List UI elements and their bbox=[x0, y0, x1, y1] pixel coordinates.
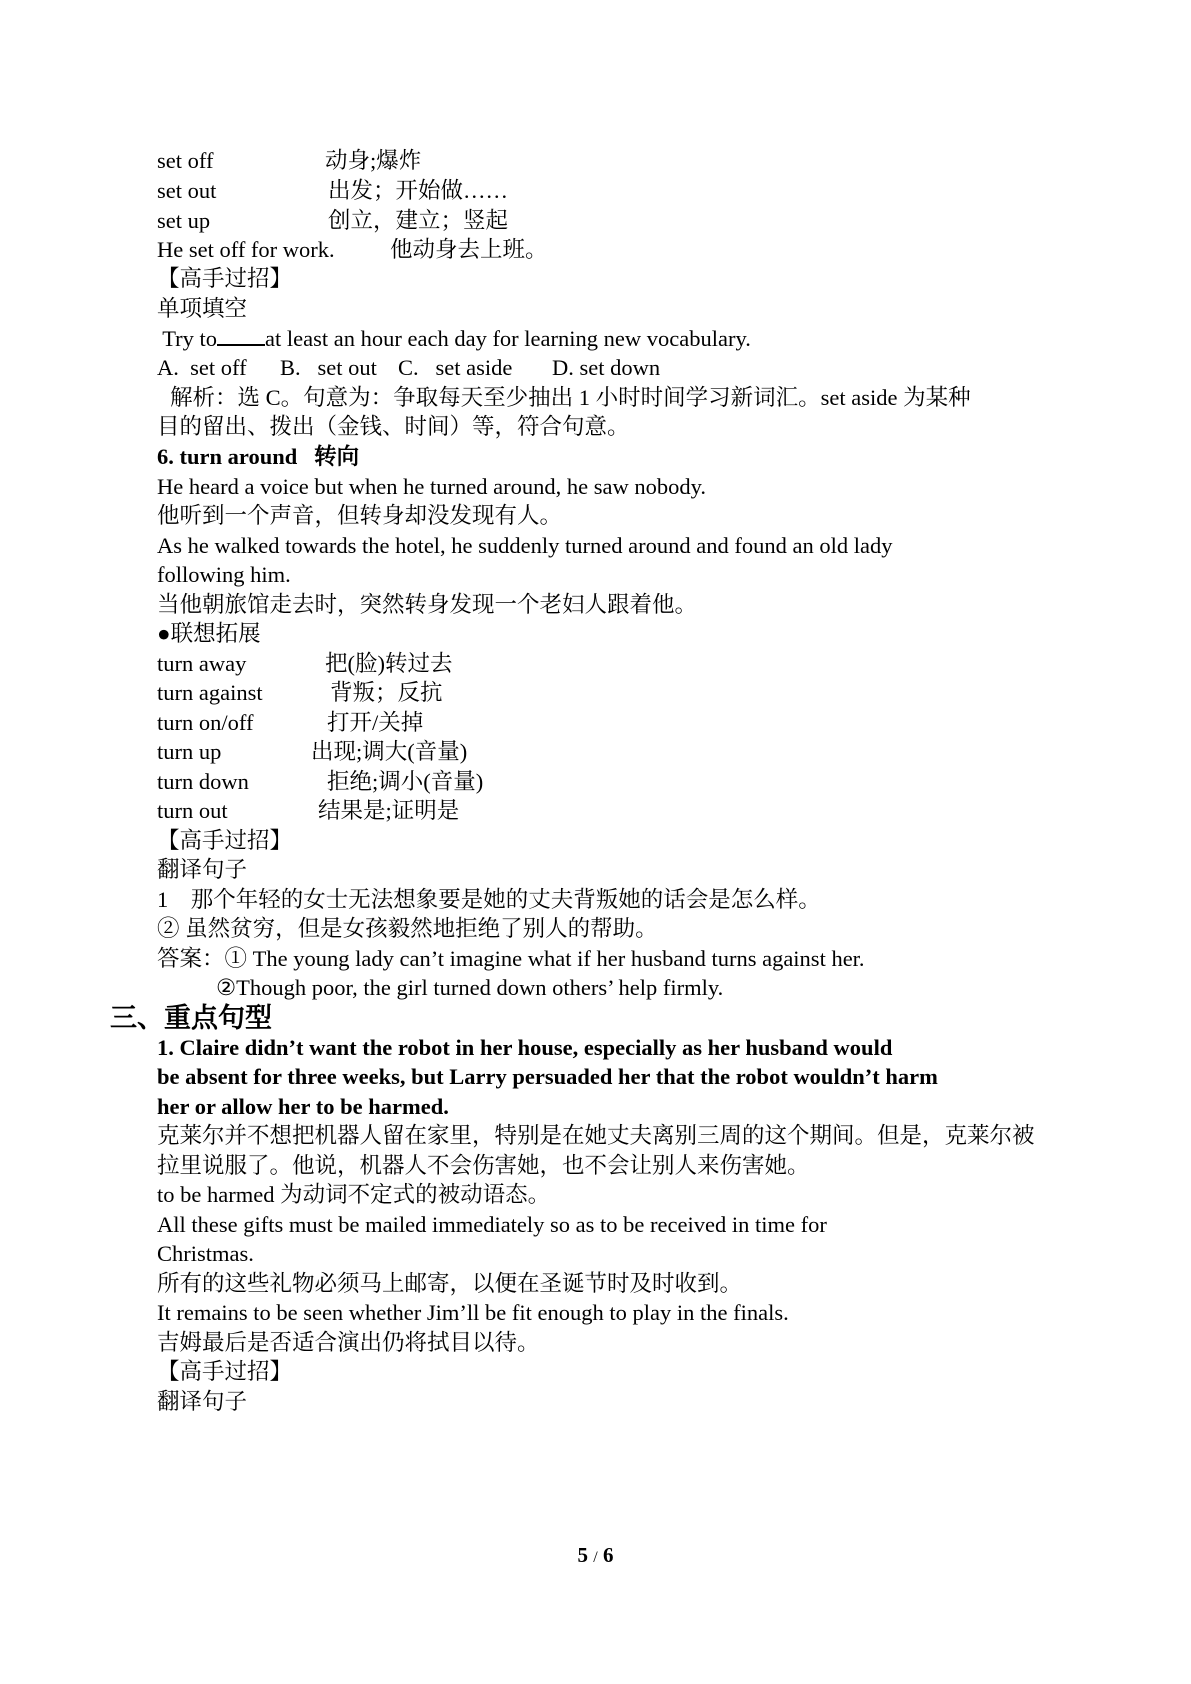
option-b: B. set out bbox=[280, 355, 377, 380]
key-sentence-zh: 拉里说服了。他说，机器人不会伤害她，也不会让别人来伤害她。 bbox=[157, 1153, 810, 1178]
phrase-definition: 出发；开始做…… bbox=[328, 178, 509, 203]
analysis-text: 解析：选 C。句意为：争取每天至少抽出 1 小时时间学习新词汇。set aside 为某种 bbox=[170, 385, 971, 410]
phrase-term: set off bbox=[157, 148, 214, 173]
answer-text: ②Though poor, the girl turned down others’ help firmly. bbox=[216, 975, 724, 1000]
phrase-term: turn up bbox=[157, 739, 222, 764]
answer-text: 答案：① The young lady can’t imagine what if her husband turns against her. bbox=[157, 946, 865, 971]
phrase-definition: 打开/关掉 bbox=[327, 710, 424, 735]
phrase-definition: 结果是;证明是 bbox=[318, 798, 460, 823]
question-suffix: at least an hour each day for learning new vocabulary. bbox=[265, 326, 751, 351]
phrase-definition: 动身;爆炸 bbox=[325, 148, 422, 173]
exercise-label: 【高手过招】 bbox=[157, 266, 293, 291]
exercise-type-label: 翻译句子 bbox=[157, 1389, 248, 1414]
phrase-term: turn on/off bbox=[157, 710, 254, 735]
analysis-text-cont: 目的留出、拨出（金钱、时间）等，符合句意。 bbox=[157, 414, 630, 439]
example-sentence-zh: 他动身去上班。 bbox=[390, 237, 548, 262]
key-sentence: be absent for three weeks, but Larry persuaded her that the robot wouldn’t harm bbox=[157, 1064, 938, 1089]
phrase-definition: 创立，建立；竖起 bbox=[328, 208, 509, 233]
key-sentence: her or allow her to be harmed. bbox=[157, 1094, 449, 1119]
phrase-term: turn against bbox=[157, 680, 263, 705]
translation-question: ② 虽然贫穷，但是女孩毅然地拒绝了别人的帮助。 bbox=[157, 916, 658, 941]
phrase-term: set out bbox=[157, 178, 217, 203]
phrase-definition: 背叛；反抗 bbox=[330, 680, 443, 705]
exercise-type-label: 单项填空 bbox=[157, 296, 248, 321]
current-page: 5 bbox=[577, 1543, 589, 1567]
phrase-heading: 6. turn around 转向 bbox=[157, 444, 360, 469]
phrase-term: turn out bbox=[157, 798, 228, 823]
example-sentence-en: All these gifts must be mailed immediately so as to be received in time for bbox=[157, 1212, 827, 1237]
page-separator: / bbox=[593, 1549, 598, 1566]
extension-label: ●联想拓展 bbox=[157, 621, 261, 646]
answer-blank bbox=[217, 326, 265, 346]
question-prefix: Try to bbox=[157, 326, 218, 351]
example-sentence-en: It remains to be seen whether Jim’ll be fit enough to play in the finals. bbox=[157, 1300, 789, 1325]
grammar-note: to be harmed 为动词不定式的被动语态。 bbox=[157, 1182, 551, 1207]
example-sentence-zh: 他听到一个声音，但转身却没发现有人。 bbox=[157, 503, 563, 528]
multiple-choice-question bbox=[157, 325, 751, 353]
example-sentence-zh: 所有的这些礼物必须马上邮寄，以便在圣诞节时及时收到。 bbox=[157, 1271, 743, 1296]
option-a: A. set off bbox=[157, 355, 247, 380]
section-heading: 三、重点句型 bbox=[110, 1003, 272, 1033]
translation-question: 1 那个年轻的女士无法想象要是她的丈夫背叛她的话会是怎么样。 bbox=[157, 887, 821, 912]
option-c: C. set aside bbox=[398, 355, 513, 380]
example-sentence-en-cont: following him. bbox=[157, 562, 291, 587]
phrase-definition: 把(脸)转过去 bbox=[325, 651, 453, 676]
example-sentence-zh: 吉姆最后是否适合演出仍将拭目以待。 bbox=[157, 1330, 540, 1355]
page-number bbox=[0, 1543, 1191, 1568]
phrase-term: turn away bbox=[157, 651, 247, 676]
phrase-definition: 出现;调大(音量) bbox=[311, 739, 468, 764]
key-sentence: 1. Claire didn’t want the robot in her house, especially as her husband would bbox=[157, 1035, 893, 1060]
phrase-term: turn down bbox=[157, 769, 249, 794]
example-sentence-en: He set off for work. bbox=[157, 237, 335, 262]
example-sentence-zh: 当他朝旅馆走去时，突然转身发现一个老妇人跟着他。 bbox=[157, 592, 698, 617]
phrase-definition: 拒绝;调小(音量) bbox=[327, 769, 484, 794]
option-d: D. set down bbox=[552, 355, 661, 380]
exercise-type-label: 翻译句子 bbox=[157, 857, 248, 882]
example-sentence-en: As he walked towards the hotel, he suddenly turned around and found an old lady bbox=[157, 533, 893, 558]
example-sentence-en: He heard a voice but when he turned around, he saw nobody. bbox=[157, 474, 706, 499]
example-sentence-en-cont: Christmas. bbox=[157, 1241, 254, 1266]
phrase-term: set up bbox=[157, 208, 211, 233]
key-sentence-zh: 克莱尔并不想把机器人留在家里，特别是在她丈夫离别三周的这个期间。但是，克莱尔被 bbox=[157, 1123, 1035, 1148]
exercise-label: 【高手过招】 bbox=[157, 1359, 293, 1384]
exercise-label: 【高手过招】 bbox=[157, 828, 293, 853]
total-pages: 6 bbox=[602, 1543, 614, 1567]
